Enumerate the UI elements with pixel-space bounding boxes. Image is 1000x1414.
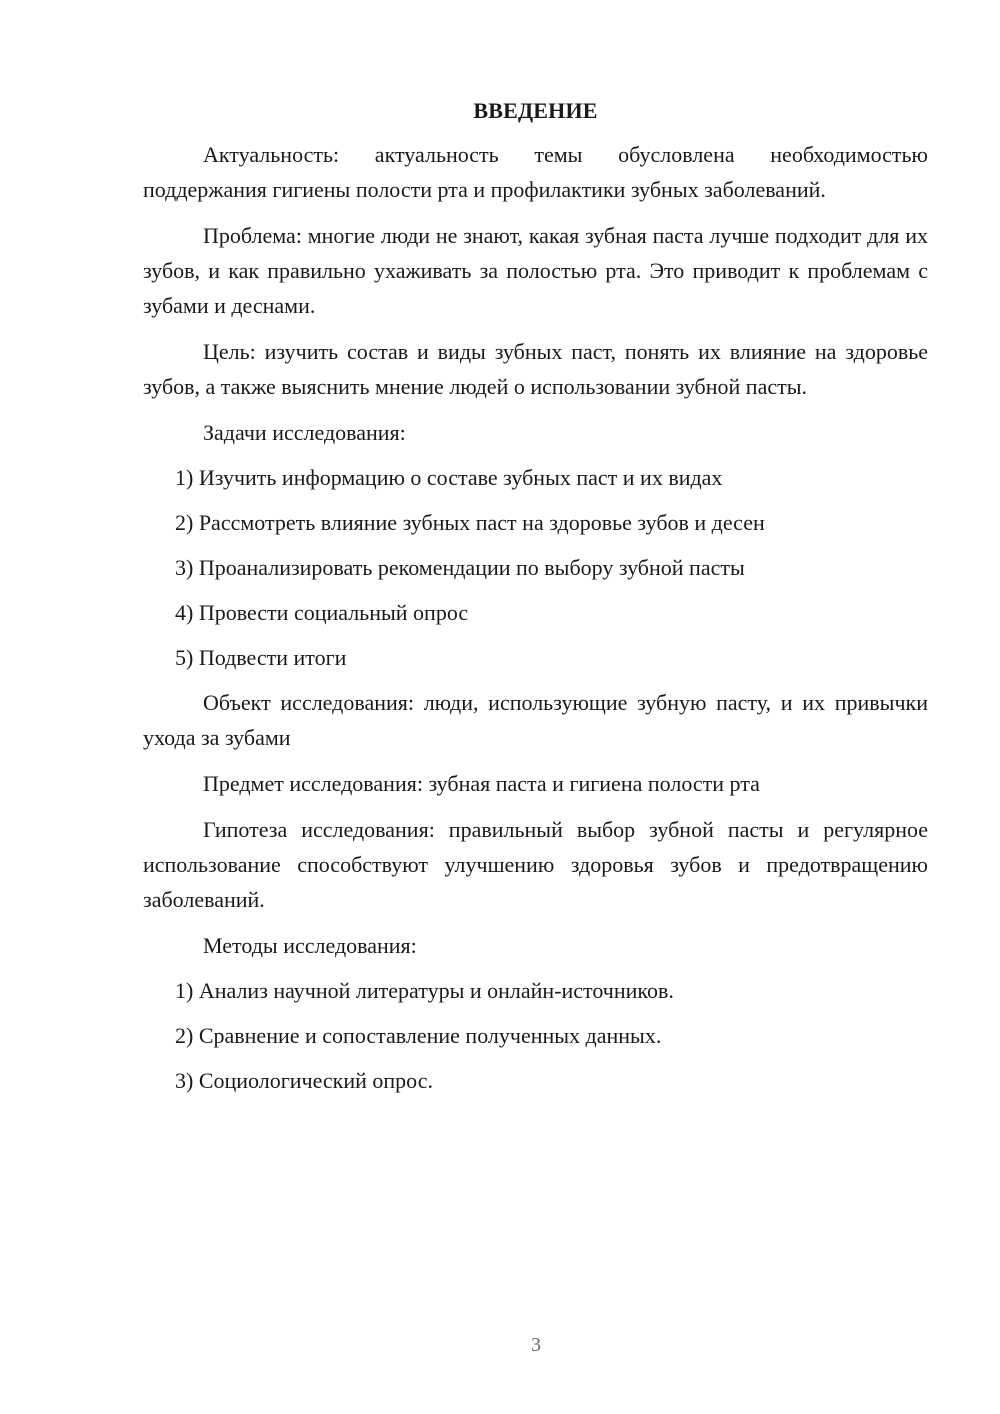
subject-paragraph: Предмет исследования: зубная паста и гигиена полости рта <box>203 771 760 796</box>
methods-heading: Методы исследования: <box>203 933 417 958</box>
list-item: 3) Проанализировать рекомендации по выбору зубной пасты <box>175 555 745 580</box>
object-paragraph: Объект исследования: люди, использующие зубную пасту, и их привычки ухода за зубами <box>143 690 928 750</box>
list-item: 3) Социологический опрос. <box>175 1068 433 1093</box>
tasks-list <box>143 460 928 675</box>
list-item: 4) Провести социальный опрос <box>175 600 469 625</box>
page-title: ВВЕДЕНИЕ <box>473 98 598 123</box>
tasks-heading: Задачи исследования: <box>203 420 406 445</box>
goal-paragraph: Цель: изучить состав и виды зубных паст, понять их влияние на здоровье зубов, а также выяснить мнение людей о использовании зубной пасты. <box>143 339 928 399</box>
page-content <box>143 96 928 1108</box>
list-item: 2) Рассмотреть влияние зубных паст на здоровье зубов и десен <box>175 510 765 535</box>
page-number: 3 <box>531 1334 541 1356</box>
methods-list <box>143 973 928 1098</box>
list-item: 2) Сравнение и сопоставление полученных данных. <box>175 1023 662 1048</box>
problem-paragraph: Проблема: многие люди не знают, какая зубная паста лучше подходит для их зубов, и как правильно ухаживать за полостью рта. Это приводит к проблемам с зубами и деснами. <box>143 223 928 318</box>
list-item: 5) Подвести итоги <box>175 645 347 670</box>
list-item: 1) Изучить информацию о составе зубных паст и их видах <box>175 465 723 490</box>
hypothesis-paragraph: Гипотеза исследования: правильный выбор зубной пасты и регулярное использование способствуют улучшению здоровья зубов и предотвращению заболеваний. <box>143 817 928 912</box>
relevance-paragraph: Актуальность: актуальность темы обусловлена необходимостью поддержания гигиены полости рта и профилактики зубных заболеваний. <box>143 142 928 202</box>
list-item: 1) Анализ научной литературы и онлайн-источников. <box>175 978 674 1003</box>
